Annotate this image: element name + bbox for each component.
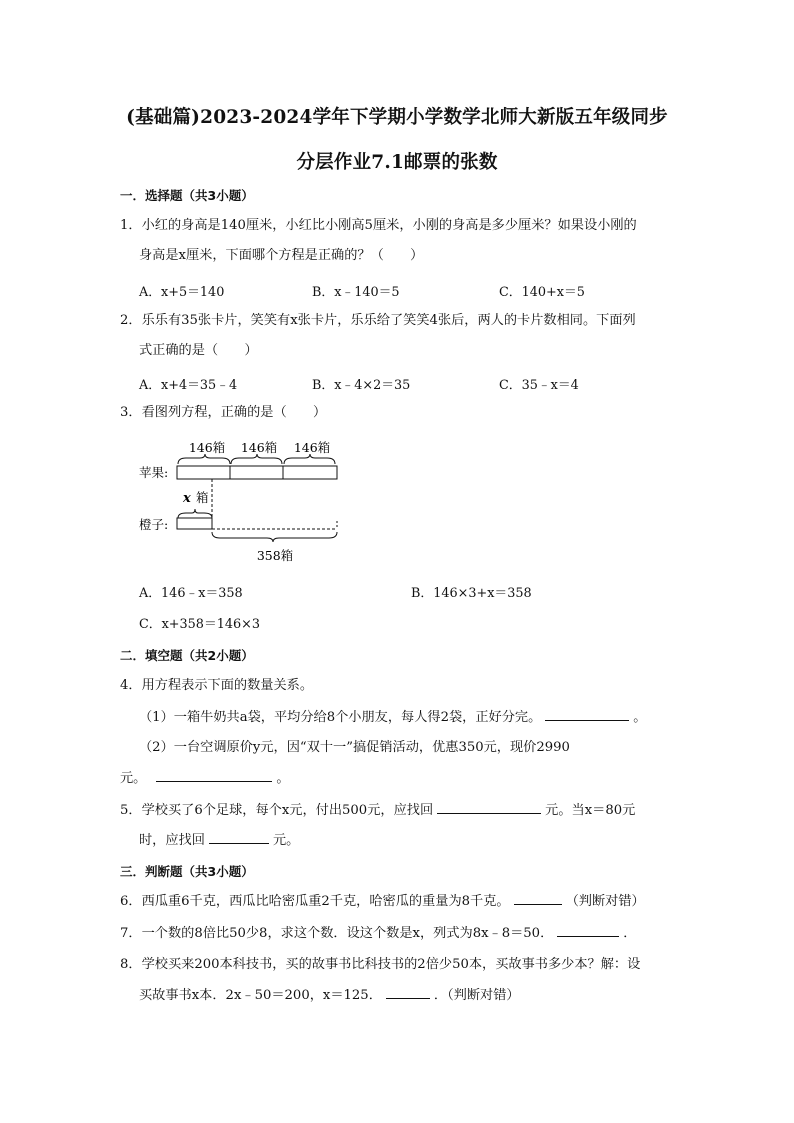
q4-part2: （2）一台空调原价y元，因“双十一”搞促销活动，优惠350元，现价2990 [139,740,570,755]
q2-option-a: A．x+4＝35﹣4 [139,378,238,393]
q4-stem: 4．用方程表示下面的数量关系。 [120,678,314,693]
q1-stem-line2: 身高是x厘米，下面哪个方程是正确的？（ ） [139,248,424,263]
brace-1 [178,454,230,464]
q5-text-b: 元。当x＝80元 [545,803,636,818]
q8-blank[interactable] [386,986,430,999]
bar-model-diagram [130,432,360,572]
section-heading-choice: 一．选择题（共3小题） [120,188,254,203]
q3-option-c: C．x+358＝146×3 [139,617,261,632]
q1-stem-line1: 1．小红的身高是140厘米，小红比小刚高5厘米，小刚的身高是多少厘米？如果设小刚的 [120,218,637,233]
q4-part1-text: （1）一箱牛奶共a袋，平均分给8个小朋友，每人得2袋，正好分完。 [139,710,542,725]
q6-text: 6．西瓜重6千克，西瓜比哈密瓜重2千克，哈密瓜的重量为8千克。 [120,894,510,909]
q5-text-c: 时，应找回 [139,833,205,848]
q8-text: 买故事书x本．2x﹣50＝200，x＝125． [139,988,382,1003]
q2-option-c: C．35﹣x＝4 [499,378,579,393]
q2-stem-line2: 式正确的是（ ） [139,343,258,358]
x-label: x [183,491,191,506]
q8-line2 [139,986,520,1005]
q4-part2-blank[interactable] [156,769,272,782]
q4-part2b-end: 。 [276,771,290,786]
bottom-label: 358箱 [256,548,294,563]
q5-text-a: 5．学校买了6个足球，每个x元，付出500元，应找回 [120,803,434,818]
seg2-label: 146箱 [240,440,278,455]
q2-stem-line1: 2．乐乐有35张卡片，笑笑有x张卡片，乐乐给了笑笑4张后，两人的卡片数相同。下面列 [120,313,636,328]
orange-label: 橙子: [139,517,169,532]
q5-line2 [139,831,299,850]
q4-part2-line2 [120,769,290,788]
q6-blank[interactable] [514,892,562,905]
q4-part1-blank[interactable] [545,708,629,721]
q7-line [120,924,636,943]
seg3-label: 146箱 [293,440,331,455]
x-unit: 箱 [196,490,209,505]
q5-blank1[interactable] [437,801,541,814]
apple-bar [177,466,337,479]
brace-x [178,509,212,518]
q5-text-d: 元。 [272,833,300,848]
q8-tail: ．（判断对错） [433,988,520,1003]
brace-3 [284,454,335,464]
brace-2 [231,454,282,464]
q7-tail: ． [623,926,637,941]
q4-part1-end: 。 [633,710,647,725]
q6-tail: （判断对错） [565,894,645,909]
q6-line [120,892,645,911]
doc-title-line1: (基础篇)2023-2024学年下学期小学数学北师大新版五年级同步 [126,107,668,128]
apple-label: 苹果: [139,465,169,480]
orange-bar [177,518,212,529]
q3-option-a: A．146﹣x＝358 [139,586,243,601]
q5-line1 [120,801,635,820]
q3-option-b: B．146×3+x＝358 [411,586,532,601]
q1-option-c: C．140+x＝5 [499,285,585,300]
q4-part2b-text: 元。 [120,771,147,786]
doc-title-line2: 分层作业7.1邮票的张数 [296,152,498,173]
q8-line1: 8．学校买来200本科技书，买的故事书比科技书的2倍少50本，买故事书多少本？解：设 [120,957,641,972]
q1-option-a: A．x+5＝140 [139,285,225,300]
q5-blank2[interactable] [209,831,269,844]
q1-option-b: B．x﹣140＝5 [312,285,400,300]
q2-option-b: B．x﹣4×2＝35 [312,378,411,393]
q4-part1 [139,708,646,727]
q7-blank[interactable] [557,924,619,937]
section-heading-judge: 三．判断题（共3小题） [120,864,254,879]
q7-text: 7．一个数的8倍比50少8，求这个数．设这个数是x，列式为8x﹣8＝50． [120,926,554,941]
q3-stem: 3．看图列方程，正确的是（ ） [120,405,327,420]
brace-bottom [212,532,337,542]
section-heading-fill: 二．填空题（共2小题） [120,648,254,663]
seg1-label: 146箱 [188,440,226,455]
